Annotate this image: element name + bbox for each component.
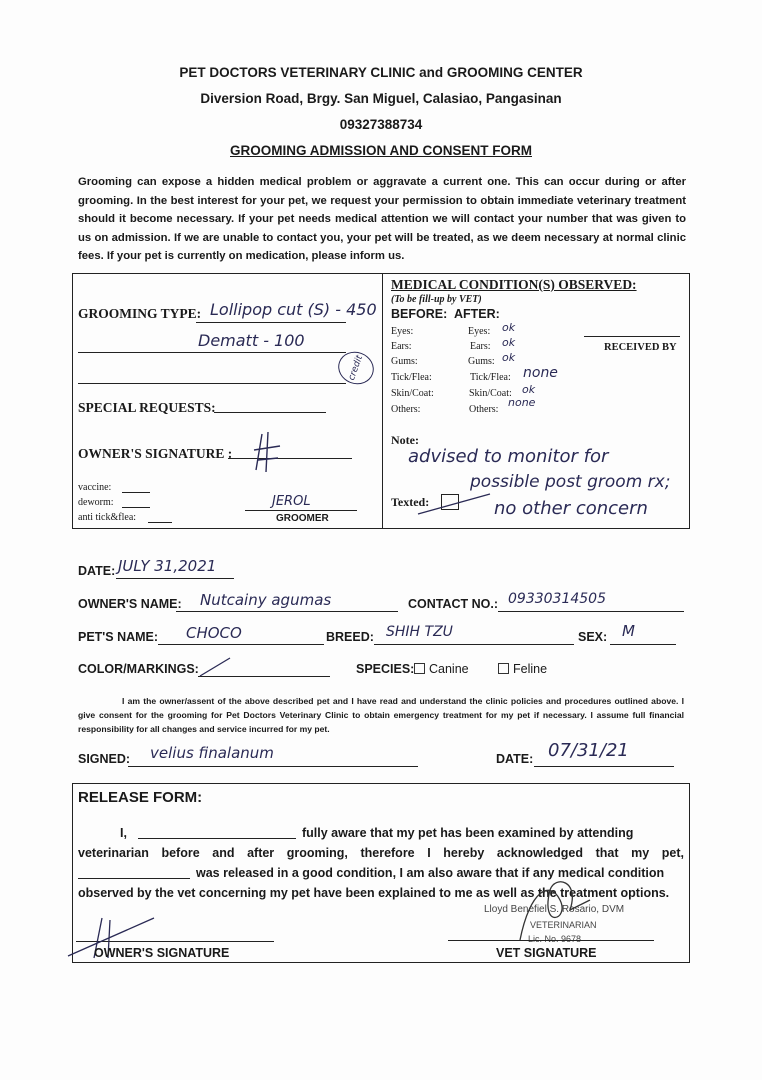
box-divider: [382, 273, 383, 529]
medical-title: MEDICAL CONDITION(S) OBSERVED:: [391, 277, 637, 292]
clinic-phone: 09327388734: [339, 117, 423, 132]
sex-label: SEX:: [578, 630, 608, 644]
owner-name-value: Nutcainy agumas: [200, 591, 332, 609]
signed-label: SIGNED:: [78, 752, 131, 766]
canine-checkbox[interactable]: [414, 663, 425, 674]
clinic-address: Diversion Road, Brgy. San Miguel, Calasiao, Pangasinan: [200, 91, 562, 106]
grooming-type-value-1: Lollipop cut (S) - 450: [210, 300, 377, 319]
after-gums-value: ok: [502, 351, 516, 364]
consent-paragraph: I am the owner/assent of the above described pet and I have read and understand the clinic policies and procedures outlined above. I give consent for the grooming for Pet Doctors Veterinary Clinic to obtain emergency treatment for my pet if necessary. I assume full financial responsibility for all changes and service incurred for my pet.: [78, 696, 684, 734]
after-skincoat: Skin/Coat:: [469, 388, 512, 399]
release-line1-a: I,: [120, 826, 127, 840]
before-ears: Ears:: [391, 341, 412, 352]
before-label: BEFORE:: [391, 307, 448, 321]
note-value-1: advised to monitor for: [408, 446, 609, 467]
received-by-label: RECEIVED BY: [604, 342, 677, 353]
credit-circle-note: credit: [334, 347, 379, 389]
antitick-label: anti tick&flea:: [78, 512, 137, 523]
signed-value: velius finalanum: [150, 744, 274, 762]
medical-subtitle: (To be fill-up by VET): [391, 294, 482, 305]
after-ears: Ears:: [470, 341, 491, 352]
before-skincoat: Skin/Coat:: [391, 388, 434, 399]
owner-signature-release-label: OWNER'S SIGNATURE: [94, 946, 230, 960]
after-skincoat-value: ok: [522, 383, 536, 396]
pet-name-label: PET'S NAME:: [78, 630, 159, 644]
before-eyes: Eyes:: [391, 326, 414, 337]
vet-stamp-license: Lic. No. 9678: [528, 934, 582, 944]
before-gums: Gums:: [391, 356, 418, 367]
contact-label: CONTACT NO.:: [408, 597, 499, 611]
date-label: DATE:: [78, 564, 116, 578]
date-value: JULY 31,2021: [118, 557, 217, 575]
contact-value: 09330314505: [508, 591, 606, 607]
form-title: GROOMING ADMISSION AND CONSENT FORM: [230, 143, 532, 158]
special-requests-label: SPECIAL REQUESTS:: [78, 400, 216, 415]
after-gums: Gums:: [468, 356, 495, 367]
note-value-3: no other concern: [494, 498, 648, 519]
feline-checkbox[interactable]: [498, 663, 509, 674]
after-eyes: Eyes:: [468, 326, 491, 337]
deworm-label: deworm:: [78, 497, 114, 508]
vet-signature-label: VET SIGNATURE: [496, 946, 597, 960]
vaccine-label: vaccine:: [78, 482, 112, 493]
species-label: SPECIES:: [356, 662, 415, 676]
note-value-2: possible post groom rx;: [470, 472, 671, 492]
groomer-name: JEROL: [272, 494, 311, 509]
color-markings-stroke: [196, 654, 236, 680]
before-others: Others:: [391, 404, 421, 415]
grooming-type-value-2: Dematt - 100: [198, 331, 305, 350]
grooming-type-label: GROOMING TYPE:: [78, 306, 202, 321]
pet-name-value: CHOCO: [186, 624, 242, 642]
release-title: RELEASE FORM:: [78, 789, 203, 806]
signed-date-label: DATE:: [496, 752, 534, 766]
color-markings-label: COLOR/MARKINGS:: [78, 662, 199, 676]
signed-date-value: 07/31/21: [548, 740, 629, 761]
owner-signature-label: OWNER'S SIGNATURE :: [78, 446, 233, 461]
after-eyes-value: ok: [502, 321, 516, 334]
release-line2: veterinarian before and after grooming, therefore I hereby acknowledged that my pet,: [78, 846, 684, 860]
after-tickflea: Tick/Flea:: [470, 372, 511, 383]
breed-label: BREED:: [326, 630, 374, 644]
texted-stroke: [414, 490, 494, 520]
vet-signature-mark: [500, 870, 610, 950]
clinic-name: PET DOCTORS VETERINARY CLINIC and GROOMING CENTER: [179, 65, 583, 80]
after-others-value: none: [508, 396, 536, 409]
owner-name-label: OWNER'S NAME:: [78, 597, 182, 611]
after-ears-value: ok: [502, 336, 516, 349]
release-line4: observed by the vet concerning my pet have been explained to me as well as the treatment options.: [78, 886, 670, 900]
breed-value: SHIH TZU: [386, 624, 453, 640]
note-label: Note:: [391, 433, 419, 447]
vet-stamp-title: VETERINARIAN: [530, 920, 597, 930]
after-tickflea-value: none: [523, 365, 558, 381]
before-tickflea: Tick/Flea:: [391, 372, 432, 383]
release-line1-b: fully aware that my pet has been examined by attending: [302, 826, 634, 840]
species-canine[interactable]: Canine: [414, 662, 469, 676]
sex-value: M: [622, 622, 635, 640]
after-others: Others:: [469, 404, 499, 415]
vet-stamp-name: Lloyd Benefiel S. Rosario, DVM: [484, 904, 625, 915]
texted-label: Texted:: [391, 495, 430, 509]
intro-paragraph: Grooming can expose a hidden medical problem or aggravate a current one. This can occur during or after grooming. In the best interest for your pet, we request your permission to obtain immediate veterinary treatment should it become necessary. If your pet needs medical attention we will contact your number that was given to us on admission. If we are unable to contact you, your pet will be treated, as we deem necessary at normal clinic fees. If your pet is currently on medication, please inform us.: [78, 176, 686, 263]
after-label: AFTER:: [454, 307, 500, 321]
groomer-label: GROOMER: [276, 513, 329, 524]
release-line3: was released in a good condition, I am also aware that if any medical condition: [196, 866, 665, 880]
owner-signature-mark: [248, 430, 288, 480]
species-feline[interactable]: Feline: [498, 662, 547, 676]
